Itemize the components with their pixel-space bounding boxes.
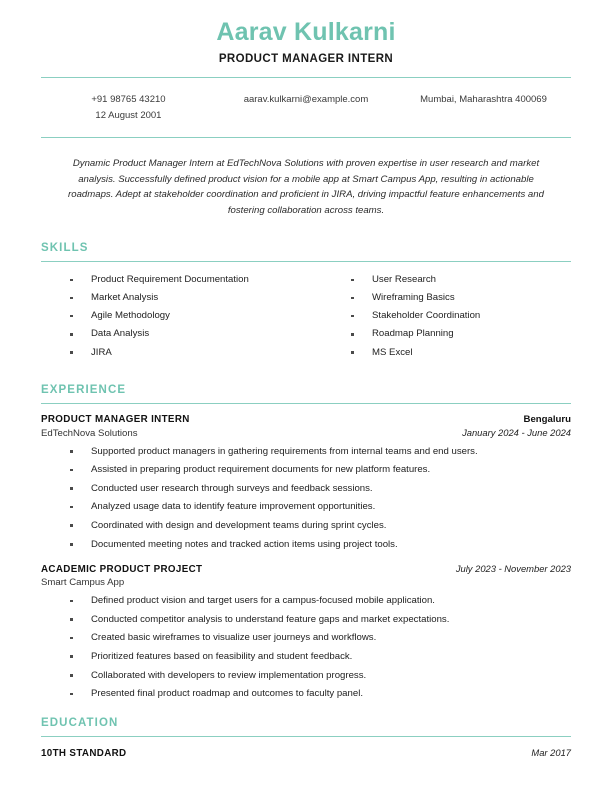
skills-column-left xyxy=(41,275,306,365)
list-item: Agile Methodology xyxy=(67,311,306,321)
list-item: Prioritized features based on feasibility and student feedback. xyxy=(67,652,571,662)
list-item: Market Analysis xyxy=(67,293,306,303)
experience-entry xyxy=(41,563,571,699)
skills-column-right xyxy=(306,275,571,365)
list-item: Defined product vision and target users for a campus-focused mobile application. xyxy=(67,596,571,606)
skills-list-left xyxy=(67,275,306,357)
experience-entry-header xyxy=(41,414,571,425)
education-entry xyxy=(41,747,571,759)
skills-divider xyxy=(41,261,571,262)
contact-email-block xyxy=(216,92,396,109)
list-item: Analyzed usage data to identify feature improvement opportunities. xyxy=(67,502,571,512)
section-title-skills: SKILLS xyxy=(41,242,89,255)
education-divider xyxy=(41,736,571,737)
experience-entry xyxy=(41,414,571,550)
list-item: Conducted competitor analysis to understand feature gaps and market expectations. xyxy=(67,615,571,625)
experience-date-range: January 2024 - June 2024 xyxy=(462,426,571,438)
resume-header xyxy=(41,0,571,65)
contact-phone-block xyxy=(41,92,216,125)
experience-bullet-list xyxy=(67,447,571,550)
list-item: Documented meeting notes and tracked action items using project tools. xyxy=(67,540,571,550)
experience-organization: EdTechNova Solutions xyxy=(41,427,138,439)
experience-date-range: July 2023 - November 2023 xyxy=(455,563,571,575)
experience-bullets-wrap xyxy=(41,447,571,550)
list-item: Presented final product roadmap and outcomes to faculty panel. xyxy=(67,689,571,699)
list-item: Created basic wireframes to visualize user journeys and workflows. xyxy=(67,633,571,643)
professional-summary: Dynamic Product Manager Intern at EdTechNova Solutions with proven expertise in user research and market analysis. Successfully defined product vision for a mobile app at Smart Campus App, resulting in actionable roadmaps. Adept at stakeholder coordination and proficient in JIRA, driving impactful feature enhancements and fostering collaboration across teams. xyxy=(68,158,544,216)
contact-phone: +91 98765 43210 xyxy=(91,93,166,105)
list-item: Wireframing Basics xyxy=(348,293,571,303)
section-title-education: EDUCATION xyxy=(41,716,119,729)
experience-entry-subheader xyxy=(41,427,571,439)
list-item: Roadmap Planning xyxy=(348,329,571,339)
contact-date-of-birth: 12 August 2001 xyxy=(95,110,162,122)
education-degree: 10TH STANDARD xyxy=(41,747,127,759)
list-item: User Research xyxy=(348,275,571,285)
contact-location: Mumbai, Maharashtra 400069 xyxy=(420,93,547,105)
education-date: Mar 2017 xyxy=(531,746,571,758)
section-education xyxy=(41,717,571,759)
experience-entry-header xyxy=(41,563,571,575)
list-item: Product Requirement Documentation xyxy=(67,275,306,285)
contact-location-block xyxy=(396,92,571,109)
list-item: Assisted in preparing product requirement documents for new platform features. xyxy=(67,465,571,475)
experience-organization: Smart Campus App xyxy=(41,577,125,589)
list-item: Coordinated with design and development teams during sprint cycles. xyxy=(67,521,571,531)
list-item: Conducted user research through surveys and feedback sessions. xyxy=(67,484,571,494)
experience-divider xyxy=(41,403,571,404)
list-item: Collaborated with developers to review implementation progress. xyxy=(67,671,571,681)
experience-job-title: ACADEMIC PRODUCT PROJECT xyxy=(41,564,203,576)
experience-location: Bengaluru xyxy=(523,413,571,425)
list-item: Stakeholder Coordination xyxy=(348,311,571,321)
contact-email: aarav.kulkarni@example.com xyxy=(243,93,369,105)
section-skills xyxy=(41,242,571,365)
contact-row xyxy=(41,78,571,137)
section-experience xyxy=(41,384,571,699)
list-item: Data Analysis xyxy=(67,329,306,339)
list-item: Supported product managers in gathering requirements from internal teams and end users. xyxy=(67,447,571,457)
experience-bullet-list xyxy=(67,596,571,699)
list-item: JIRA xyxy=(67,348,306,358)
experience-job-title: PRODUCT MANAGER INTERN xyxy=(41,413,190,425)
section-title-experience: EXPERIENCE xyxy=(41,383,127,396)
experience-bullets-wrap xyxy=(41,596,571,699)
experience-entry-subheader xyxy=(41,577,571,588)
list-item: MS Excel xyxy=(348,348,571,358)
candidate-job-title: PRODUCT MANAGER INTERN xyxy=(218,52,394,65)
candidate-name: Aarav Kulkarni xyxy=(216,18,396,46)
skills-columns xyxy=(41,272,571,365)
skills-list-right xyxy=(348,275,571,357)
